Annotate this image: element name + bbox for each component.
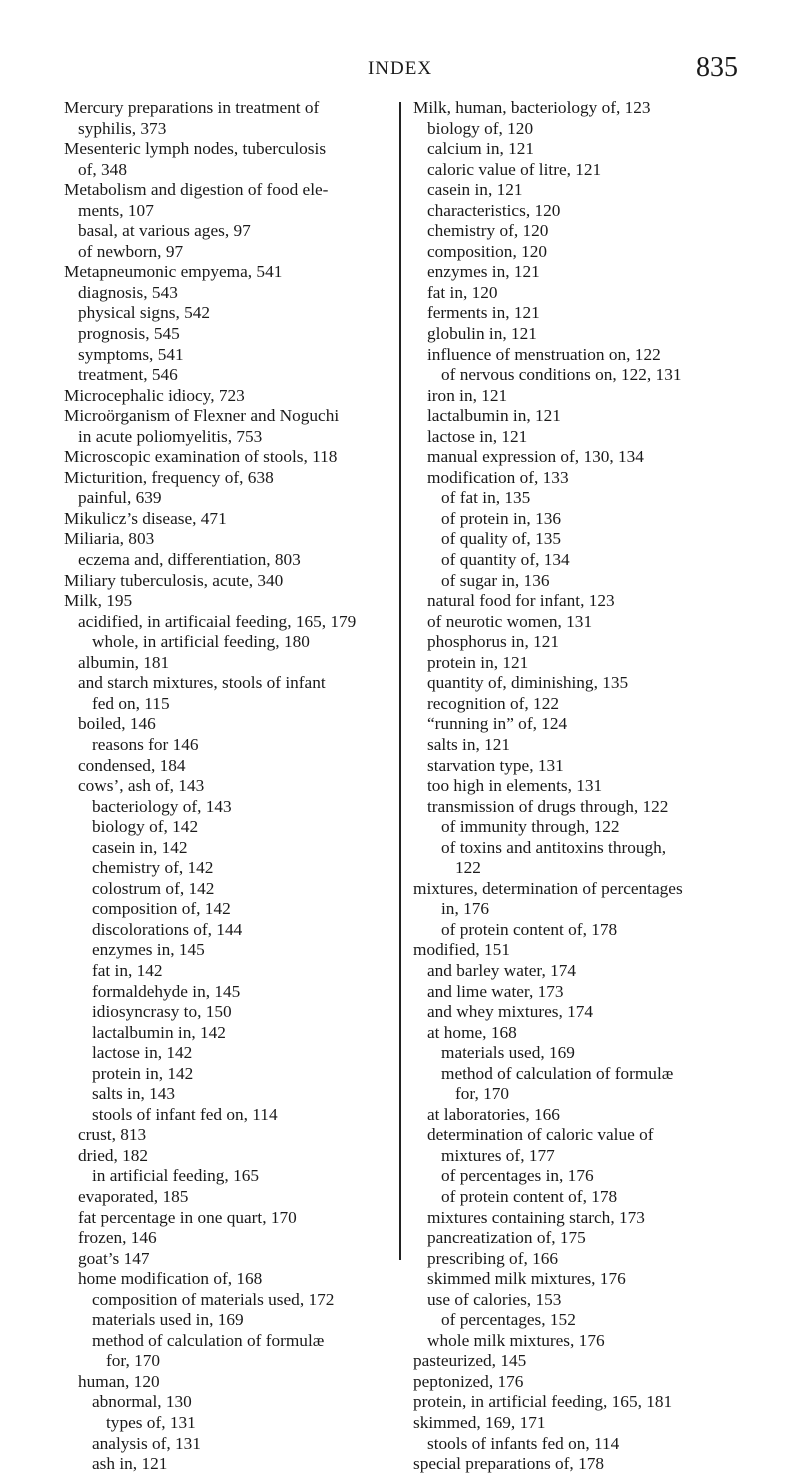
index-entry: of quality of, 135 <box>441 529 561 549</box>
index-entry: Milk, 195 <box>64 591 133 611</box>
index-entry: types of, 131 <box>106 1413 196 1432</box>
index-entry: Miliaria, 803 <box>64 529 155 549</box>
index-entry: painful, 639 <box>78 488 162 508</box>
index-entry: determination of caloric value of <box>427 1125 654 1145</box>
index-entry: analysis of, 131 <box>92 1433 201 1453</box>
index-entry: materials used, 169 <box>441 1043 575 1063</box>
index-entry: protein in, 142 <box>92 1063 194 1083</box>
index-entry: iron in, 121 <box>427 385 508 405</box>
index-entry: diagnosis, 543 <box>78 282 178 302</box>
index-entry: calcium in, 121 <box>427 139 535 159</box>
index-entry: of, 348 <box>78 159 127 179</box>
index-entry: lactalbumin in, 142 <box>92 1022 226 1042</box>
index-entry: fed on, 115 <box>92 693 170 713</box>
page-header <box>0 52 800 88</box>
index-entry: Micturition, frequency of, 638 <box>64 467 274 487</box>
index-entry: skimmed milk mixtures, 176 <box>427 1269 626 1289</box>
index-entry: materials used in, 169 <box>92 1310 244 1330</box>
index-entry: method of calculation of formulæ <box>441 1063 674 1083</box>
running-head-title: INDEX <box>367 58 433 79</box>
index-entry: recognition of, 122 <box>427 693 559 713</box>
index-entry: evaporated, 185 <box>78 1186 189 1206</box>
index-entry: syphilis, 373 <box>78 118 167 138</box>
index-entry: crust, 813 <box>78 1125 147 1145</box>
index-entry: albumin, 181 <box>78 652 170 672</box>
index-entry: whole, in artificial feeding, 180 <box>92 632 310 652</box>
index-entry: home modification of, 168 <box>78 1269 263 1289</box>
index-entry: of fat in, 135 <box>441 488 531 508</box>
index-entry: whole milk mixtures, 176 <box>427 1330 605 1350</box>
index-entry: phosphorus in, 121 <box>427 632 560 652</box>
index-entry: caloric value of litre, 121 <box>427 159 602 179</box>
index-entry: dried, 182 <box>78 1145 149 1165</box>
index-entry: physical signs, 542 <box>78 303 211 323</box>
index-entry: at home, 168 <box>427 1022 517 1042</box>
index-entry: and lime water, 173 <box>427 981 564 1001</box>
index-entry: colostrum of, 142 <box>92 878 215 898</box>
index-entry: Metapneumonic empyema, 541 <box>64 262 283 282</box>
index-entry: use of calories, 153 <box>427 1289 562 1309</box>
index-entry: of toxins and antitoxins through, <box>441 837 667 857</box>
index-entry: biology of, 120 <box>427 118 534 138</box>
index-entry: starvation type, 131 <box>427 755 564 775</box>
index-entry: of newborn, 97 <box>78 241 184 261</box>
index-entry: special preparations of, 178 <box>413 1454 604 1474</box>
index-entry: Microscopic examination of stools, 118 <box>64 447 338 467</box>
index-entry: of nervous conditions on, 122, 131 <box>441 365 682 385</box>
index-entry: goat’s 147 <box>78 1248 150 1268</box>
index-entry: 122 <box>455 858 481 878</box>
index-entry: ments, 107 <box>78 200 154 220</box>
index-entry: Mesenteric lymph nodes, tuberculosis <box>64 139 327 159</box>
index-entry: treatment, 546 <box>78 365 178 385</box>
index-entry: prescribing of, 166 <box>427 1248 559 1268</box>
index-entry: in, 176 <box>441 899 490 919</box>
index-entry: at laboratories, 166 <box>427 1104 560 1124</box>
index-entry: fat percentage in one quart, 170 <box>78 1207 297 1227</box>
index-entry: of protein in, 136 <box>441 508 561 528</box>
index-entry: Mercury preparations in treatment of <box>64 98 320 117</box>
index-entry: of percentages in, 176 <box>441 1166 594 1186</box>
index-entry: condensed, 184 <box>78 755 186 775</box>
index-entry: quantity of, diminishing, 135 <box>427 673 629 693</box>
index-entry: mixtures of, 177 <box>441 1145 555 1165</box>
index-entry: in artificial feeding, 165 <box>92 1166 259 1186</box>
index-entry: chemistry of, 120 <box>427 221 549 241</box>
index-entry: fat in, 120 <box>427 282 498 302</box>
index-entry: acidified, in artificaial feeding, 165, 179 <box>78 611 357 631</box>
index-entry: lactose in, 142 <box>92 1043 193 1063</box>
index-entry: of immunity through, 122 <box>441 817 620 837</box>
index-entry: pancreatization of, 175 <box>427 1228 586 1248</box>
index-entry: stools of infants fed on, 114 <box>427 1433 620 1453</box>
index-entry: formaldehyde in, 145 <box>92 981 241 1001</box>
index-entry: frozen, 146 <box>78 1228 157 1248</box>
index-entry: casein in, 121 <box>427 180 523 200</box>
index-entry: modification of, 133 <box>427 467 569 487</box>
index-entry: lactalbumin in, 121 <box>427 406 561 426</box>
index-entry: enzymes in, 121 <box>427 262 540 282</box>
index-entry: too high in elements, 131 <box>427 776 603 796</box>
index-entry: influence of menstruation on, 122 <box>427 344 661 364</box>
index-entry: protein, in artificial feeding, 165, 181 <box>413 1392 673 1412</box>
index-entry: composition of materials used, 172 <box>92 1289 335 1309</box>
index-entry: “running in” of, 124 <box>427 714 568 734</box>
index-entry: mixtures, determination of percentages <box>413 878 683 898</box>
index-entry: of protein content of, 178 <box>441 919 618 939</box>
index-entry: and starch mixtures, stools of infant <box>78 673 326 693</box>
index-entry: modified, 151 <box>413 940 510 960</box>
index-entry: reasons for 146 <box>92 734 199 754</box>
index-entry: abnormal, 130 <box>92 1392 192 1412</box>
index-entry: prognosis, 545 <box>78 324 180 344</box>
index-entry: salts in, 143 <box>92 1084 176 1104</box>
index-entry: Miliary tuberculosis, acute, 340 <box>64 570 284 590</box>
index-entry: and whey mixtures, 174 <box>427 1002 594 1022</box>
index-entry: of protein content of, 178 <box>441 1186 618 1206</box>
index-entry: Microcephalic idiocy, 723 <box>64 385 245 405</box>
index-entry: mixtures containing starch, 173 <box>427 1207 645 1227</box>
index-entry: stools of infant fed on, 114 <box>92 1104 278 1124</box>
index-entry: of sugar in, 136 <box>441 570 550 590</box>
index-entry: natural food for infant, 123 <box>427 591 615 611</box>
page-number: 835 <box>696 52 738 83</box>
index-entry: symptoms, 541 <box>78 344 184 364</box>
index-entry: Mikulicz’s disease, 471 <box>64 508 227 528</box>
index-entry: for, 170 <box>106 1351 161 1371</box>
index-column-right <box>413 98 743 1475</box>
index-entry: peptonized, 176 <box>413 1371 524 1391</box>
index-entry: idiosyncrasy to, 150 <box>92 1002 232 1022</box>
column-divider <box>399 102 401 1260</box>
index-entry: ferments in, 121 <box>427 303 540 323</box>
index-entry: biology of, 142 <box>92 817 199 837</box>
index-entry: method of calculation of formulæ <box>92 1330 325 1350</box>
index-entry: Milk, human, bacteriology of, 123 <box>413 98 651 117</box>
index-entry: Metabolism and digestion of food ele- <box>64 180 329 200</box>
index-entry: cows’, ash of, 143 <box>78 776 205 796</box>
index-entry: lactose in, 121 <box>427 426 528 446</box>
index-entry: Microörganism of Flexner and Noguchi <box>64 406 340 426</box>
index-entry: of neurotic women, 131 <box>427 611 593 631</box>
index-entry: protein in, 121 <box>427 652 529 672</box>
index-entry: composition, 120 <box>427 241 548 261</box>
index-entry: casein in, 142 <box>92 837 188 857</box>
index-entry: for, 170 <box>455 1084 510 1104</box>
index-entry: eczema and, differentiation, 803 <box>78 550 301 570</box>
index-column-left <box>64 98 390 1475</box>
index-entry: composition of, 142 <box>92 899 231 919</box>
index-entry: bacteriology of, 143 <box>92 796 232 816</box>
index-entry: and barley water, 174 <box>427 960 577 980</box>
index-entry: basal, at various ages, 97 <box>78 221 251 241</box>
index-entry: in acute poliomyelitis, 753 <box>78 426 263 446</box>
index-entry: chemistry of, 142 <box>92 858 214 878</box>
index-entry: globulin in, 121 <box>427 324 537 344</box>
index-entry: salts in, 121 <box>427 734 511 754</box>
index-entry: ash in, 121 <box>92 1454 168 1474</box>
index-entry: discolorations of, 144 <box>92 919 243 939</box>
index-entry: manual expression of, 130, 134 <box>427 447 644 467</box>
index-entry: of percentages, 152 <box>441 1310 576 1330</box>
index-entry: enzymes in, 145 <box>92 940 205 960</box>
index-entry: fat in, 142 <box>92 960 163 980</box>
index-entry: characteristics, 120 <box>427 200 561 220</box>
index-entry: transmission of drugs through, 122 <box>427 796 669 816</box>
index-entry: skimmed, 169, 171 <box>413 1413 546 1432</box>
index-entry: pasteurized, 145 <box>413 1351 527 1371</box>
index-entry: of quantity of, 134 <box>441 550 570 570</box>
index-entry: human, 120 <box>78 1371 160 1391</box>
index-entry: boiled, 146 <box>78 714 156 734</box>
